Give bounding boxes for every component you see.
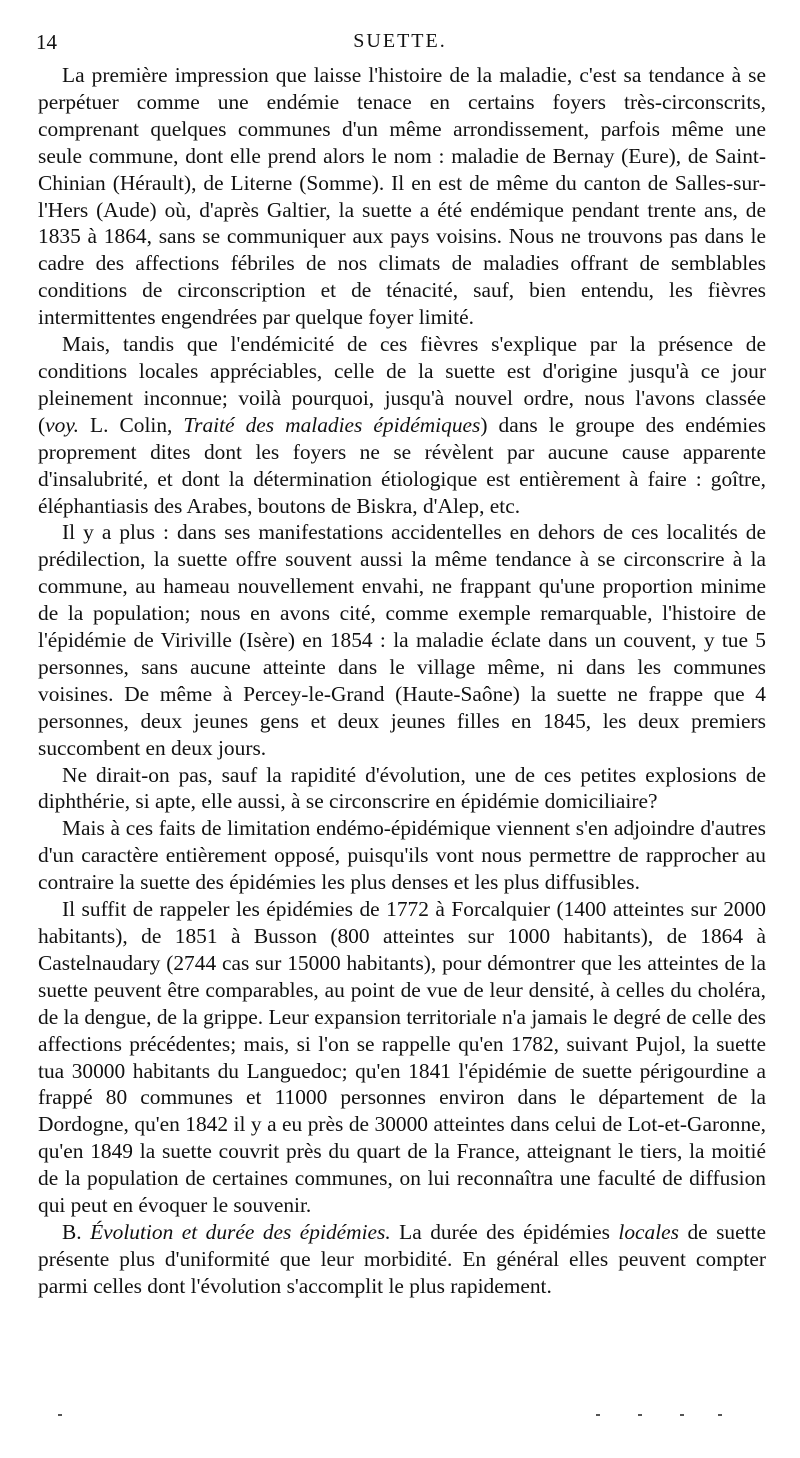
scan-mark — [58, 1414, 62, 1416]
paragraph-6: Il suffit de rappeler les épidémies de 1772 à Forcalquier (1400 atteintes sur 2000 habitants), de 1851 à Busson (800 atteintes sur 1000 habitants), de 1864 à Castelnaudary (2744 cas sur 15000 habitants), pour démontrer que les atteintes de la suette peuvent être comparables, au point de vue de leur densité, à celles du choléra, de la dengue, de la grippe. Leur expansion territoriale n'a jamais le degré de celle des affections précédentes; mais, si l'on se rappelle qu'en 1782, suivant Pujol, la suette tua 30000 habitants du Languedoc; qu'en 1841 l'épidémie de suette périgourdine a frappé 80 communes et 11000 personnes environ dans le département de la Dordogne, qu'en 1842 il y a eu près de 30000 atteintes dans celui de Lot-et-Garonne, qu'en 1849 la suette couvrit près du quart de la France, atteignant le tiers, la moitié de la population de certaines communes, on lui reconnaîtra une faculté de diffusion qui peut en évoquer le souvenir. — [38, 897, 766, 1218]
cited-work-title: Traité des maladies épidémiques — [183, 412, 481, 437]
paragraph-2-part-1: Mais, tandis que l'endémicité de ces fièvres s'explique par la présence de conditions locales appréciables, celle de la suette est d'origine jusqu'à ce jour pleinement inconnue; voilà pourquoi, jusqu'à nouvel ordre, nous l'avons classée ( — [38, 332, 766, 437]
paragraph-2-part-3: ) dans le groupe des endémies proprement dites dont les foyers ne se révèlent par aucune cause apparente d'insalubrité, et dont la détermination étiologique est entièrement à faire : goître, éléphantiasis des Arabes, boutons de Biskra, d'Alep, etc. — [38, 412, 767, 518]
paragraph-3: Il y a plus : dans ses manifestations accidentelles en dehors de ces localités de prédilection, la suette offre souvent aussi la même tendance à se circonscrire à la commune, au hameau nouvellement envahi, ne frappant qu'une proportion minime de la population; nous en avons cité, comme exemple remarquable, l'histoire de l'épidémie de Viriville (Isère) en 1854 : la maladie éclate dans un couvent, y tue 5 personnes, sans aucune atteinte dans le village même, ni dans les communes voisines. De même à Percey-le-Grand (Haute-Saône) la suette ne frappe que 4 personnes, deux jeunes gens et deux jeunes filles en 1845, les deux premiers succombent en deux jours. — [38, 520, 766, 760]
paragraph-5: Mais à ces faits de limitation endémo-épidémique viennent s'en adjoindre d'autres d'un caractère entièrement opposé, puisqu'ils vont nous permettre de rapprocher au contraire la suette des épidémies les plus denses et les plus diffusibles. — [38, 816, 766, 895]
paragraph-2-part-2: L. Colin, — [78, 412, 184, 437]
paragraph-4: Ne dirait-on pas, sauf la rapidité d'évolution, une de ces petites explosions de diphthérie, si apte, elle aussi, à se circonscrire en épidémie domiciliaire? — [38, 762, 766, 814]
paragraph-1: La première impression que laisse l'histoire de la maladie, c'est sa tendance à se perpétuer comme une endémie tenace en certains foyers très-circonscrits, comprenant quelques communes d'un même arrondissement, parfois même une seule commune, dont elle prend alors le nom : maladie de Bernay (Eure), de Saint-Chinian (Hérault), de Literne (Somme). Il en est de même du canton de Salles-sur-l'Hers (Aude) où, d'après Galtier, la suette a été endémique pendant trente ans, de 1835 à 1864, sans se communiquer aux pays voisins. Nous ne trouvons pas dans le cadre des affections fébriles de nos climats de maladies offrant de semblables conditions de circonscription et de ténacité, sauf, bien entendu, les fièvres intermittentes engendrées par quelque foyer limité. — [38, 63, 766, 330]
page-header — [36, 30, 764, 62]
paragraph-7-part-2: de suette présente plus d'uniformité que leur morbidité. En général elles peuvent compter parmi celles dont l'évolution s'accomplit le plus rapidement. — [38, 1219, 766, 1298]
citation-abbreviation: voy. — [45, 412, 79, 437]
section-heading: Évolution et durée des épidémies. — [90, 1219, 391, 1244]
section-letter: B. — [62, 1219, 91, 1244]
paragraph-7 — [38, 1219, 766, 1300]
running-title: SUETTE. — [353, 30, 447, 52]
emphasized-word: locales — [618, 1219, 679, 1244]
body-text — [38, 62, 766, 1300]
paragraph-2 — [38, 331, 766, 519]
page-number: 14 — [36, 30, 57, 54]
page-bottom-marks — [40, 1414, 760, 1422]
scan-mark — [638, 1414, 642, 1416]
scan-mark — [718, 1414, 722, 1416]
scan-mark — [596, 1414, 600, 1416]
scan-mark — [680, 1414, 684, 1416]
paragraph-7-part-1: La durée des épidémies — [390, 1219, 619, 1244]
